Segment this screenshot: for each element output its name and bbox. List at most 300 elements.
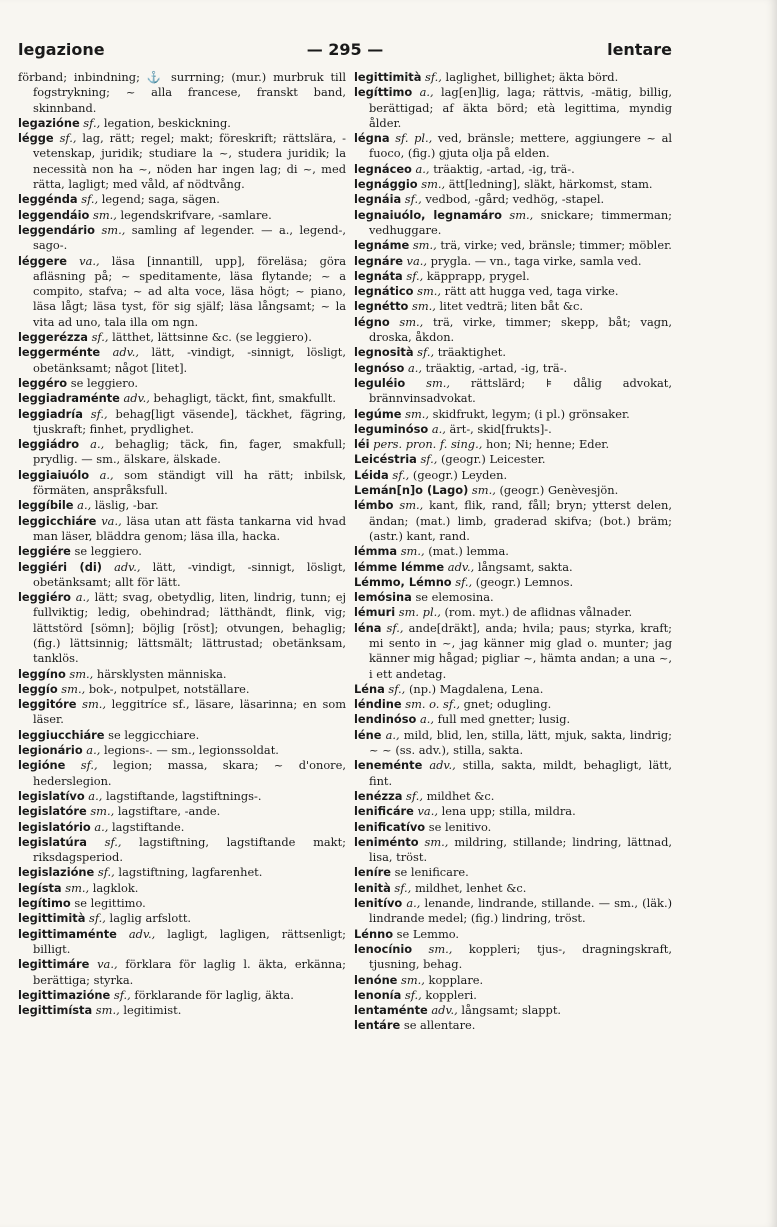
dictionary-entry [354,881,672,896]
entry-definition: gnet; odugling. [463,697,552,712]
dictionary-entry [354,376,672,407]
entry-part-of-speech: sm., [411,299,436,314]
dictionary-entry [354,973,672,988]
entry-headword: legnático [354,284,414,299]
entry-headword: légge [18,131,54,146]
entry-definition: mildhet, lenhet &c. [414,880,527,895]
dictionary-entry [354,1018,672,1033]
dictionary-entry [18,865,346,880]
entry-definition: (mat.) lemma. [428,544,509,559]
dictionary-entry [354,820,672,835]
dictionary-entry [354,758,672,789]
entry-headword: leggiucchiáre [18,727,105,742]
entry-part-of-speech: a., [75,590,90,605]
entry-part-of-speech: sm., [65,880,90,895]
entry-headword: légna [354,131,390,146]
entry-definition: koppleri; tjus-, dragningskraft, tjusning, behag. [369,941,672,972]
entry-part-of-speech: sm., [428,941,453,956]
entry-definition: lätt, -vindigt, -sinnigt, lösligt, obetänksamt; något [litet]. [33,345,346,375]
dictionary-entry [18,758,346,789]
entry-headword: legísta [18,880,62,895]
entry-headword: legnaiuólo, legnamáro [354,207,502,222]
entry-headword: lémuri [354,605,396,620]
entry-headword: leggiadraménte [18,391,120,406]
dictionary-entry [354,177,672,192]
entry-headword: lenocínio [354,941,413,956]
dictionary-entry [354,299,672,314]
entry-part-of-speech: sf., [386,620,404,635]
dictionary-entry [18,789,346,804]
dictionary-entry [354,483,672,498]
entry-headword: leneménte [354,758,423,773]
entry-definition: lag[en]lig, laga; rättvis, -mätig, billig, berättigad; af äkta börd; età legittima, myndig ålder. [369,85,672,130]
entry-headword: legittimáre [18,957,90,972]
entry-definition: lag, rätt; regel; makt; föreskrift; rättslära, -vetenskap, juridik; studiare la ~, studera juridik; la necessità non ha ~, nöden har ingen lag; di ~, med rätta, lagligt; med våld, af nödtvång. [33,131,346,192]
entry-definition: (np.) Magdalena, Lena. [408,681,544,696]
entry-headword: legazióne [18,115,80,130]
entry-definition: lena upp; stilla, mildra. [441,804,576,819]
entry-part-of-speech: a., [419,85,434,100]
entry-definition: se allentare. [403,1018,476,1033]
entry-definition: ätt[ledning], släkt, härkomst, stam. [448,177,653,192]
entry-headword: lenità [354,880,391,895]
entry-definition: hon; Ni; henne; Eder. [485,437,610,452]
entry-definition: behagligt, täckt, fint, smakfullt. [153,391,336,406]
entry-part-of-speech: va., [97,957,118,972]
entry-part-of-speech: sf., [425,70,442,84]
entry-headword: leggendário [18,222,95,237]
dictionary-entry [354,437,672,452]
entry-headword: leggiéri (di) [18,559,102,574]
entry-part-of-speech: sf., [104,834,122,849]
entry-headword: legittimità [18,911,86,926]
entry-part-of-speech: adv., [429,758,456,773]
entry-headword: leggitóre [18,697,77,712]
entry-part-of-speech: a., [86,743,101,758]
dictionary-entry [18,927,346,958]
entry-part-of-speech: sm., [90,804,115,819]
entry-headword: legnétto [354,299,409,314]
dictionary-entry [354,804,672,819]
entry-definition: trä, virke; ved, bränsle; timmer; möbler. [440,238,672,253]
dictionary-entry [18,1003,346,1018]
entry-part-of-speech: sm., [399,498,424,513]
entry-headword: legíttimo [354,85,413,100]
entry-definition: legend; saga, sägen. [101,192,220,207]
entry-headword: Léida [354,467,389,482]
entry-definition: koppleri. [425,987,477,1002]
entry-headword: léna [354,620,382,635]
dictionary-entry [354,284,672,299]
left-column [18,70,346,1018]
entry-definition: vedbod, -gård; vedhög, -stapel. [425,192,605,207]
entry-definition: lagstiftande. [111,819,185,834]
entry-headword: léne [354,727,382,742]
entry-definition: samling af legender. — a., legend-, sago-. [33,222,347,253]
entry-part-of-speech: sm., [69,666,94,681]
entry-part-of-speech: a., [406,896,421,911]
entry-headword: léggere [18,253,68,268]
entry-definition: laglighet, billighet; äkta börd. [445,70,619,84]
entry-headword: legittimísta [18,1003,93,1018]
entry-definition: se leggicchiare. [108,727,200,742]
entry-definition: härsklysten människa. [96,666,227,681]
entry-definition: se lenificare. [394,865,469,880]
dictionary-entry [354,590,672,605]
entry-part-of-speech: sm., [400,544,425,559]
entry-definition: kopplare. [428,972,484,987]
dictionary-entry [354,896,672,927]
dictionary-entry [354,269,672,284]
entry-headword: legnáme [354,238,410,253]
entry-headword: legnáia [354,192,402,207]
entry-definition: behag[ligt väsende], täckhet, fägring, tjuskraft; finhet, prydlighet. [33,406,347,436]
entry-part-of-speech: sf., [83,115,101,130]
entry-part-of-speech: a., [90,437,105,452]
entry-headword: legúme [354,406,402,421]
dictionary-entry [18,376,346,391]
entry-headword: legislatório [18,819,91,834]
entry-part-of-speech: a., [99,467,114,482]
entry-definition: se elemosina. [415,590,494,605]
entry-definition: lätthet, lättsinne &c. (se leggiero). [112,330,312,345]
dictionary-entry [354,254,672,269]
entry-part-of-speech: sf., [90,406,108,421]
entry-headword: lenitívo [354,896,403,911]
entry-definition: se lenitivo. [428,819,492,834]
entry-part-of-speech: adv., [431,1003,458,1018]
entry-definition: förklara för laglig l. äkta, erkänna; berättiga; styrka. [33,957,346,987]
entry-headword: legnáta [354,268,403,283]
entry-part-of-speech: sf., [91,330,109,345]
entry-part-of-speech: sf., [417,345,435,360]
entry-definition: långsamt; slappt. [461,1003,562,1018]
entry-part-of-speech: va., [101,513,122,528]
entry-part-of-speech: adv., [114,559,141,574]
dictionary-entry [18,835,346,866]
entry-definition: snickare; timmerman; vedhuggare. [369,207,672,237]
dictionary-entry [18,881,346,896]
entry-definition: (geogr.) Lemnos. [475,574,574,589]
entry-part-of-speech: sm., [424,834,449,849]
dictionary-entry [354,422,672,437]
entry-definition: se legittimo. [74,896,146,911]
entry-part-of-speech: sm., [61,681,86,696]
entry-headword: leníre [354,865,391,880]
entry-headword: lenificatívo [354,819,426,834]
page-header [18,36,672,64]
entry-definition: se leggiero. [70,375,139,390]
dictionary-entry [354,208,672,239]
entry-part-of-speech: sf., [113,987,131,1002]
entry-part-of-speech: sm., [405,406,430,421]
entry-headword: lémbo [354,498,394,513]
entry-part-of-speech: adv., [112,345,140,360]
entry-headword: Lénno [354,926,394,941]
entry-headword: legislatívo [18,788,85,803]
entry-headword: leggiaiuólo [18,467,90,482]
entry-part-of-speech: sf., [404,192,422,207]
entry-definition: lagstiftare, -ande. [117,804,221,819]
entry-definition: rättslärd; ⊧ dålig advokat, brännvinsadvokat. [369,375,672,406]
dictionary-entry [18,590,346,666]
entry-definition: läsa [innantill, upp], föreläsa; göra afläsning på; ~ speditamente, läsa flytande; ~ a compito, stafva; ~ ad alta voce, läsa högt; ~ piano, läsa lågt; läsa tyst, för sig själf; läsa långsamt; ~ la vita ad uno, tala illa om ngn. [33,253,347,329]
dictionary-entry [354,192,672,207]
entry-headword: légno [354,314,390,329]
entry-part-of-speech: sf., [97,865,115,880]
entry-part-of-speech: sm., [412,238,437,253]
dictionary-entry [354,452,672,467]
entry-definition: legendskrifvare, -samlare. [120,207,272,222]
entry-headword: lentáre [354,1018,401,1033]
entry-part-of-speech: a., [94,819,109,834]
entry-definition: legions-. — sm., legionssoldat. [103,743,279,758]
entry-part-of-speech: sf., [406,788,423,803]
entry-definition: se Lemmo. [396,926,460,941]
right-column [354,70,672,1034]
entry-definition: laglig arfslott. [109,911,192,926]
entry-headword: legislazióne [18,865,95,880]
entry-part-of-speech: sf., [81,192,99,207]
entry-headword: legnággio [354,177,418,192]
dictionary-entry [18,208,346,223]
dictionary-entry [354,942,672,973]
entry-definition: lenande, lindrande, stillande. — sm., (läk.) lindrande medel; (fig.) lindring, tröst. [369,896,673,926]
entry-definition: legion; massa, skara; ~ d'onore, hederslegion. [33,758,346,788]
dictionary-entry [354,621,672,682]
dictionary-entry [18,544,346,559]
header-left-guideword: legazione [18,40,105,59]
entry-headword: lenézza [354,788,403,803]
entry-part-of-speech: a., [88,788,103,803]
entry-headword: legnáceo [354,161,412,176]
entry-definition: prygla. — vn., taga virke, samla ved. [430,253,642,268]
entry-definition: träaktig, -artad, -ig, trä-. [433,161,575,176]
entry-definition: käpprapp, prygel. [426,268,530,283]
entry-definition: trä, virke, timmer; skepp, båt; vagn, droska, åkdon. [369,314,673,345]
entry-part-of-speech: sm., [82,697,106,712]
entry-headword: leggiére [18,544,71,559]
entry-headword: leggénda [18,192,78,207]
entry-part-of-speech: sf., [388,681,406,696]
dictionary-entry [18,345,346,376]
entry-part-of-speech: a., [431,421,446,436]
dictionary-entry [18,498,346,513]
entry-headword: legítimo [18,896,71,911]
header-right-guideword: lentare [607,40,672,59]
entry-headword: Léna [354,681,385,696]
dictionary-entry [354,498,672,544]
dictionary-entry [354,712,672,727]
entry-part-of-speech: sf., [420,452,438,467]
entry-headword: lenóne [354,972,398,987]
entry-definition: som ständigt vill ha rätt; inbilsk, förmäten, anspråksfull. [33,467,347,498]
entry-part-of-speech: sm., [399,314,424,329]
entry-definition: mildhet &c. [426,788,495,803]
entry-definition: bok-, notpulpet, notställare. [88,681,250,696]
dictionary-entry [354,1003,672,1018]
entry-headword: Lémmo, Lémno [354,574,452,589]
dictionary-entry [18,957,346,988]
dictionary-entry [18,391,346,406]
entry-headword: legnáre [354,253,403,268]
entry-definition: träaktig, -artad, -ig, trä-. [425,360,568,375]
entry-headword: legittimità [354,70,422,84]
entry-definition: legation, beskickning. [103,115,231,130]
entry-headword: Leicéstria [354,452,417,467]
dictionary-entry [18,330,346,345]
dictionary-entry [354,407,672,422]
dictionary-entry [18,911,346,926]
entry-definition: litet vedträ; liten båt &c. [439,299,584,314]
entry-definition: kant, flik, rand, fåll; bryn; ytterst delen, ändan; (mat.) limb, graderad skifva; (bot.) bräm; (astr.) kant, rand. [369,498,672,543]
dictionary-entry [18,514,346,545]
entry-definition: mild, blid, len, stilla, lätt, mjuk, sakta, lindrig; ~ ~ (ss. adv.), stilla, sakta. [369,727,672,758]
entry-definition: lagstiftning, lagstiftande makt; riksdagsperiod. [33,834,346,865]
dictionary-entry [354,162,672,177]
entry-part-of-speech: sf., [80,758,98,773]
entry-definition: behaglig; täck, fin, fager, smakfull; prydlig. — sm., älskare, älskade. [33,437,346,467]
entry-headword: legittimazióne [18,987,111,1002]
dictionary-entry [18,896,346,911]
entry-part-of-speech: adv., [128,926,156,941]
entry-definition: lagstiftning, lagfarenhet. [118,865,263,880]
entry-headword: leguminóso [354,421,429,436]
entry-part-of-speech: sm., [421,177,446,192]
entry-definition: se leggiero. [74,544,142,559]
dictionary-entry [354,345,672,360]
entry-headword: legionário [18,743,83,758]
entry-definition: förband; inbindning; ⚓ surrning; (mur.) murbruk till fogstrykning; ~ alla francese, franskt band, skinnband. [18,70,346,115]
entry-part-of-speech: sf., [59,131,77,146]
dictionary-entry [354,238,672,253]
dictionary-entry [354,988,672,1003]
dictionary-entry [354,361,672,376]
dictionary-entry [354,865,672,880]
entry-definition: (geogr.) Leicester. [440,452,546,467]
entry-part-of-speech: sm., [509,207,534,222]
dictionary-entry [18,743,346,758]
dictionary-entry [18,560,346,591]
entry-headword: leggendáio [18,207,90,222]
entry-part-of-speech: sm., [95,1003,120,1018]
entry-headword: lenificáre [354,804,414,819]
entry-part-of-speech: sf., [89,911,106,926]
entry-definition: läslig, -bar. [94,498,159,513]
dictionary-entry [18,192,346,207]
entry-part-of-speech: a., [385,727,400,742]
entry-headword: lentaménte [354,1003,428,1018]
entry-definition: (geogr.) Leyden. [412,467,508,482]
dictionary-entry [18,407,346,438]
entry-definition: träaktighet. [437,345,506,360]
dictionary-entry [18,116,346,131]
entry-part-of-speech: adv., [447,559,475,574]
entry-definition: lagklok. [92,880,139,895]
entry-definition: ande[dräkt], anda; hvila; paus; styrka, kraft; mi sento in ~, jag känner mig glad o. munter; jag känner mig hågad; pigliar ~, hämta andan; a una ~, i ett andetag. [369,620,672,681]
dictionary-entry [354,605,672,620]
entry-part-of-speech: a., [419,712,435,727]
entry-definition: mildring, stillande; lindring, lättnad, lisa, tröst. [369,834,672,865]
entry-headword: léi [354,437,370,452]
entry-definition: skidfrukt, legym; (i pl.) grönsaker. [432,406,630,421]
entry-part-of-speech: sm., [426,375,450,390]
entry-definition: ärt-, skid[frukts]-. [449,421,552,436]
entry-headword: leggerézza [18,330,88,345]
entry-part-of-speech: va., [406,253,428,268]
dictionary-entry [354,728,672,759]
entry-headword: legnóso [354,360,405,375]
entry-headword: leggerménte [18,345,101,360]
dictionary-entry [18,667,346,682]
entry-definition: leggitríce sf., läsare, läsarinna; en som läser. [33,697,346,727]
dictionary-entry [354,315,672,346]
entry-definition: förklarande för laglig, äkta. [134,987,294,1002]
entry-part-of-speech: va., [79,253,100,268]
entry-part-of-speech: a., [415,161,430,176]
dictionary-entry [18,804,346,819]
dictionary-entry [354,85,672,131]
dictionary-entry [18,254,346,330]
entry-part-of-speech: sm., [92,207,117,222]
entry-part-of-speech: pers. pron. f. sing., [373,437,483,452]
entry-headword: leggío [18,681,58,696]
entry-definition: ved, bränsle; mettere, aggiungere ~ al fuoco, (fig.) gjuta olja på elden. [369,131,673,161]
dictionary-entry [354,131,672,162]
entry-part-of-speech: sf., [455,574,473,589]
dictionary-entry [18,468,346,499]
entry-definition: långsamt, sakta. [477,559,573,574]
dictionary-entry [18,820,346,835]
entry-part-of-speech: a., [407,360,422,375]
dictionary-entry [354,575,672,590]
entry-part-of-speech: a., [77,498,92,513]
dictionary-entry [18,437,346,468]
entry-headword: leniménto [354,834,419,849]
entry-definition: (geogr.) Genèvesjön. [499,483,619,498]
entry-definition: lätt; svag, obetydlig, liten, lindrig, tunn; ej fullviktig; ledig, obehindrad; lätthändt, flink, vig; lättstörd [sömn]; böjlig [röst]; otvungen, behaglig; (fig.) lättsinnig; lättsmält; lättrustad; obetänksam, tanklös. [33,590,346,666]
dictionary-entry [18,223,346,254]
dictionary-entry [18,70,346,116]
dictionary-entry [354,544,672,559]
entry-part-of-speech: sf., [406,268,424,283]
dictionary-entry [354,468,672,483]
entry-part-of-speech: sf., [404,987,422,1002]
dictionary-entry [18,697,346,728]
entry-headword: lemósina [354,590,412,605]
entry-headword: leggiádro [18,437,80,452]
entry-definition: (rom. myt.) de aflidnas vålnader. [444,605,633,620]
entry-headword: Lemán[n]o (Lago) [354,483,469,498]
entry-definition: legitimist. [123,1003,182,1018]
entry-headword: legislatúra [18,834,87,849]
entry-headword: legnosità [354,345,414,360]
dictionary-entry [354,789,672,804]
entry-headword: leggíno [18,666,66,681]
entry-headword: leggéro [18,375,68,390]
entry-headword: leggíbile [18,498,74,513]
entry-part-of-speech: va., [417,804,438,819]
entry-definition: stilla, sakta, mildt, behagligt, lätt, fint. [369,758,673,788]
dictionary-entry [354,927,672,942]
dictionary-entry [18,131,346,192]
dictionary-entry [354,835,672,866]
entry-part-of-speech: sm., [471,483,496,498]
entry-headword: léndine [354,697,402,712]
entry-part-of-speech: sm. o. sf., [405,697,460,712]
entry-part-of-speech: sm., [401,972,425,987]
entry-headword: leggicchiáre [18,513,97,528]
